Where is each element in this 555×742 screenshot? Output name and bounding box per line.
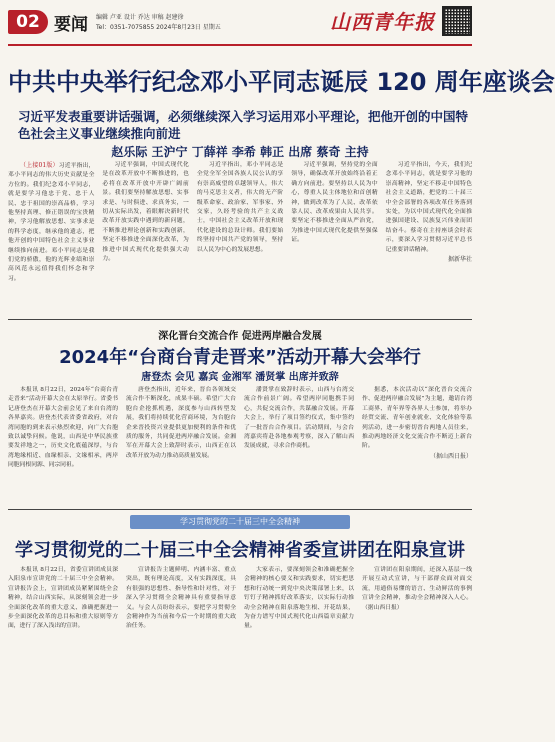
lead-column-1 [8,161,94,311]
third-text-4: 宣讲团在阳泉期间，还深入基层一线开展互动式宣讲，与干部群众面对面交流，用通俗易懂的语言、生动鲜活的事例宣讲全会精神，推动全会精神深入人心。（据山西日报） [362,567,472,611]
third-column-2 [126,566,236,736]
lead-signoff: 据新华社 [448,256,473,264]
third-text-3: 大家表示，要深刻领会和准确把握全会精神的核心要义和实践要求，切实把思想和行动统一到党中央决策部署上来，以钉钉子精神抓好改革落实，以实际行动推动全会精神在阳泉落地生根、开花结果，为奋力谱写中国式现代化山西篇章贡献力量。 [244,567,354,630]
second-column-2 [126,386,236,504]
second-column-4 [362,386,472,504]
third-column-1 [8,566,118,736]
third-text-1: 本报讯 8月22日，省委宣讲团成员深入阳泉市宣讲党的二十届三中全会精神。宣讲报告会上，宣讲团成员紧紧围绕全会精神，结合山西实际，从深刻领会进一步全面深化改革的重大意义、准确把握进一步全面深化改革的总目标和重大原则等方面，进行了深入浅出的宣讲。 [8,567,118,630]
second-text-1: 本报讯 8月22日，2024年“台商台青走晋来”活动开幕大会在太原举行。省委书记唐登杰在开幕大会前会见了来自台湾的各界嘉宾。唐登杰代表省委省政府，对台湾同胞的到来表示热烈欢迎，向广大台胞致以诚挚问候。他说，山西是中华民族重要发祥地之一，历史文化底蕴深厚，与台湾地缘相近、血缘相亲、文缘相承，两岸同胞同根同源、同宗同祖。 [8,387,118,469]
lead-subheadline: 习近平发表重要讲话强调，必须继续深入学习运用邓小平理论，把他开创的中国特色社会主义事业继续推向前进 [18,109,469,141]
section-title: 要闻 [54,15,88,35]
third-body [8,566,472,736]
second-text-3: 潘贤掌在致辞时表示，山西与台湾交流合作前景广阔。希望两岸同胞携手同心，共促交流合作，共谋融合发展。开幕大会上，举行了项目签约仪式，集中签约了一批晋台合作项目。活动期间，与会台湾嘉宾将赴各地参观考察，深入了解山西发展成就，寻求合作商机。 [244,387,354,450]
section-divider-2 [8,509,472,510]
second-attendees: 唐登杰 会见 嘉宾 金湘军 潘贤掌 出席并致辞 [141,372,339,383]
lead-text-2: 习近平强调，中国式现代化是在改革开放中不断推进的，也必将在改革开放中开辟广阔前景。我们要坚持解放思想、实事求是、与时俱进、求真务实，一切从实际出发，着眼解决新时代改革开放实践中遇到的新问题，不断推进理论创新和实践创新，坚定不移推进全面深化改革，为推进中国式现代化提供强大动力。 [102,162,189,263]
third-column-4 [362,566,472,736]
second-headline: 2024年“台商台青走晋来”活动开幕大会举行 [59,347,421,368]
newspaper-logo: 山西青年报 [330,10,435,34]
lead-column-4 [291,161,377,311]
lead-text-4: 习近平强调，坚持党的全面领导，确保改革开放始终沿着正确方向前进。要坚持以人民为中心，尊重人民主体地位和首创精神，做到改革为了人民、改革依靠人民、改革成果由人民共享。要坚定不移推进全面从严治党，为推进中国式现代化提供坚强保证。 [291,162,378,244]
second-column-1 [8,386,118,504]
topic-banner: 学习贯彻党的二十届三中全会精神 [130,515,350,529]
qr-code-icon [442,6,472,36]
lead-text-5: 习近平指出，今天，我们纪念邓小平同志，就是要学习他的崇高精神，坚定不移走中国特色社会主义道路，把党的二十届三中全会部署的各项改革任务落到实处，为以中国式现代化全面推进强国建设、民族复兴伟业而团结奋斗。蔡奇在主持座谈会时表示，要深入学习贯彻习近平总书记重要讲话精神。 [385,162,473,253]
lead-column-2 [102,161,188,311]
second-signoff: （据山西日报） [429,452,472,460]
second-body [8,386,472,504]
lead-column-5 [386,161,472,311]
third-text-2: 宣讲报告主题鲜明、内涵丰富、重点突出，既有理论高度，又有实践深度，具有很强的思想性、指导性和针对性，对于深入学习贯彻全会精神具有重要指导意义。与会人员纷纷表示，要把学习贯彻全会精神作为当前和今后一个时期的重大政治任务。 [126,567,236,630]
second-text-4: 据悉，本次活动以“深化晋台交流合作、促进两岸融合发展”为主题，邀请台湾工商界、青年界等各界人士参加，将举办经贸交流、青年创业就业、文化体验等系列活动，进一步密切晋台两地人员往来，推动两地经济文化交流合作不断迈上新台阶。 [362,387,472,450]
third-headline: 学习贯彻党的二十届三中全会精神省委宣讲团在阳泉宣讲 [15,540,465,561]
third-column-3 [244,566,354,736]
lead-dateline: （上接01版） [20,162,59,169]
section-divider-1 [8,319,472,320]
contact-date-line: Tel：0351-7075855 2024年8月23日 星期五 [96,24,221,31]
masthead-divider [8,44,472,46]
page-number-badge: 02 [8,10,48,34]
lead-text-3: 习近平指出，邓小平同志是全党全军全国各族人民公认的享有崇高威望的卓越领导人，伟大的马克思主义者，伟大的无产阶级革命家、政治家、军事家、外交家，久经考验的共产主义战士，中国社会主义改革开放和现代化建设的总设计师。我们要始终坚持中国共产党的领导，坚持以人民为中心的发展思想。 [196,162,284,253]
second-column-3 [244,386,354,504]
second-text-2: 唐登杰指出，近年来，晋台各领域交流合作不断深化，成果丰硕。希望广大台胞台企抢抓机遇，深度参与山西转型发展，我们将持续优化营商环境，为台胞台企来晋投资兴业提供更加便利的条件和优质的服务，共同促进两岸融合发展。金湘军在开幕大会上致辞时表示，山西正在以改革开放为动力推动高质量发展。 [126,387,236,459]
masthead [8,6,472,44]
lead-headline: 中共中央举行纪念邓小平同志诞辰 120 周年座谈会 [8,68,555,96]
second-kicker: 深化晋台交流合作 促进两岸融合发展 [158,331,322,342]
editor-credits: 编辑 卢亚 设计 乔达 审稿 赵建徐 [96,14,184,21]
lead-text-1: 习近平指出，邓小平同志的伟大历史贡献是全方位的。我们纪念邓小平同志，就是要学习他忠于党、忠于人民、忠于祖国的崇高品格，学习他坚持真理、修正错误的宝贵精神，学习他解放思想、实事求是的科学态度，继承他的遗志，把他开创的中国特色社会主义事业继续推向前进。邓小平同志是我们党的骄傲，他的光辉业绩和崇高风范永远值得我们怀念和学习。 [8,163,95,282]
lead-attendees: 赵乐际 王沪宁 丁薛祥 李希 韩正 出席 蔡奇 主持 [111,145,369,159]
lead-column-3 [197,161,283,311]
lead-body [8,161,472,311]
